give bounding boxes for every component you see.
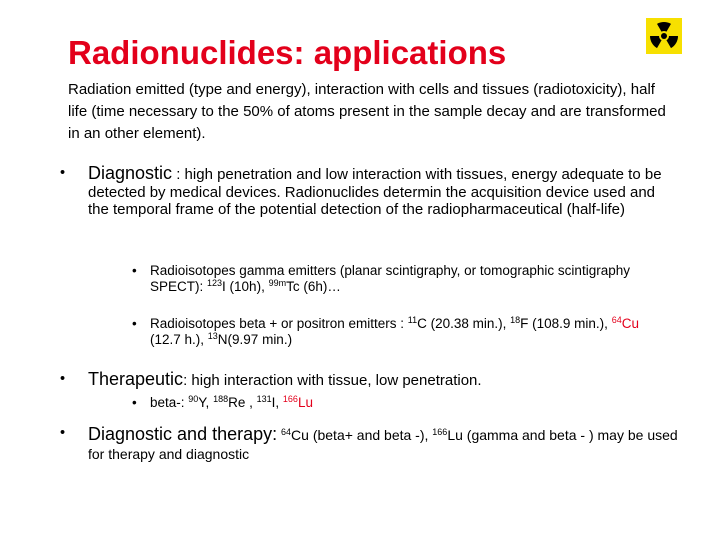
intro-paragraph: Radiation emitted (type and energy), interaction with cells and tissues (radiotoxicity), half life (time necessary to the 50% of atoms present in the sample decay and are transformed in an other element). xyxy=(68,81,666,142)
rhenium-188-mass: 188 xyxy=(213,394,229,404)
copper-64-symbol: Cu xyxy=(621,316,639,331)
bullet-dot: • xyxy=(132,316,137,331)
therapeutic-body: : high interaction with tissue, low penetration. xyxy=(183,372,482,389)
nitrogen-13-text: N(9.97 min.) xyxy=(217,332,293,347)
iodine-123-mass: 123 xyxy=(207,278,223,288)
bullet-dot: • xyxy=(132,263,137,278)
gamma-text: Radioisotopes gamma emitters (planar scintigraphy, or tomographic scintigraphy SPECT): xyxy=(150,263,630,294)
nitrogen-13-mass: 13 xyxy=(207,331,218,341)
bullet-dot: • xyxy=(60,371,66,387)
theranostic-heading: Diagnostic and therapy: xyxy=(88,424,278,444)
bullet-dot: • xyxy=(60,425,66,441)
bullet-dot: • xyxy=(132,395,137,410)
copper-64-text: Cu (beta+ and beta -), xyxy=(291,427,433,443)
positron-emitters-item xyxy=(132,316,662,348)
lutetium-166-symbol: Lu xyxy=(297,395,313,410)
iodine-131-mass: 131 xyxy=(256,394,272,404)
diagnostic-bullet xyxy=(60,165,670,219)
positron-text: Radioisotopes beta + or positron emitters : xyxy=(150,316,408,331)
yttrium-90-text: Y, xyxy=(198,395,214,410)
technetium-text: Tc (6h)… xyxy=(286,279,341,294)
radiation-hazard-icon xyxy=(646,18,682,54)
iodine-131-text: I, xyxy=(271,395,283,410)
copper-64-mass: 64 xyxy=(611,315,622,325)
technetium-mass: 99m xyxy=(268,278,287,288)
lutetium-166-mass: 166 xyxy=(432,427,448,437)
lutetium-166-mass: 166 xyxy=(282,394,298,404)
fluorine-18-text: F (108.9 min.), xyxy=(520,316,612,331)
beta-minus-text: beta-: xyxy=(150,395,189,410)
therapeutic-heading: Therapeutic xyxy=(88,369,184,389)
therapeutic-bullet xyxy=(60,371,670,389)
carbon-11-mass: 11 xyxy=(407,315,418,325)
fluorine-18-mass: 18 xyxy=(510,315,521,325)
theranostic-bullet xyxy=(60,425,685,464)
slide-title: Radionuclides: applications xyxy=(68,34,507,71)
diagnostic-body: : high penetration and low interaction with tissues, energy adequate to be detected by medical devices. Radionuclides determin the acquisition device used and the temporal frame of the potential detection of the radiopharmaceutical (half-life) xyxy=(88,166,662,218)
iodine-123-text: I (10h), xyxy=(222,279,269,294)
beta-minus-item xyxy=(132,395,632,411)
bullet-dot: • xyxy=(60,165,66,181)
carbon-11-text: C (20.38 min.), xyxy=(417,316,511,331)
lutetium-166-text: Lu (gamma and beta - ) may be used for therapy and diagnostic xyxy=(88,427,678,462)
copper-64-mass: 64 xyxy=(281,427,292,437)
gamma-emitters-item xyxy=(132,263,642,295)
rhenium-188-text: Re , xyxy=(228,395,257,410)
yttrium-90-mass: 90 xyxy=(188,394,199,404)
copper-64-text: (12.7 h.), xyxy=(150,332,208,347)
diagnostic-heading: Diagnostic xyxy=(88,163,173,183)
